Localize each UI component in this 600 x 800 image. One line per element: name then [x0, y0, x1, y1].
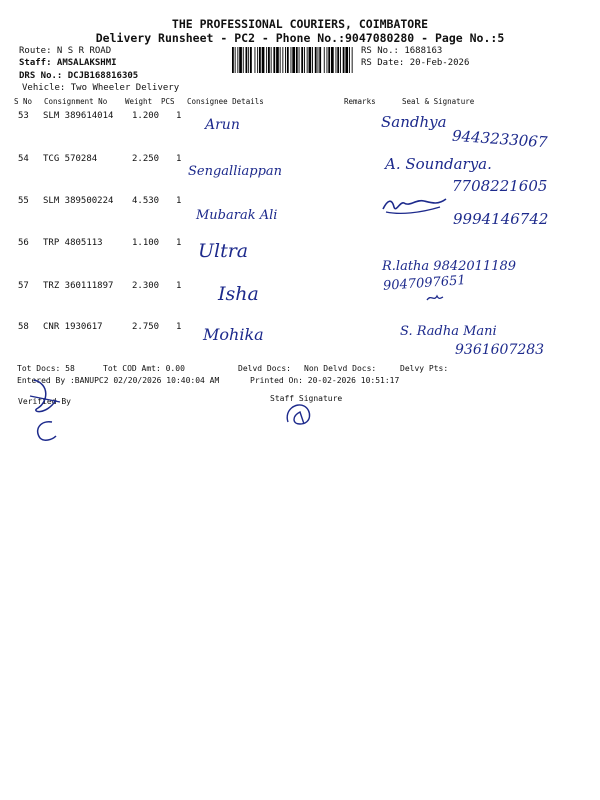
tot-docs: Tot Docs: 58	[17, 364, 75, 373]
consignee-name: Mubarak Ali	[196, 208, 278, 223]
recipient-signature: Sandhya	[381, 113, 447, 131]
route-label: Route: N S R ROAD	[19, 46, 112, 56]
recipient-phone: 7708221605	[452, 177, 548, 195]
row-weight: 4.530	[132, 196, 160, 206]
row-weight: 2.750	[132, 322, 160, 332]
row-sno: 57	[18, 281, 29, 291]
consignee-name: Isha	[218, 283, 259, 305]
consignee-name: Sengalliappan	[188, 164, 283, 179]
recipient-phone: 9361607283	[455, 342, 545, 358]
delvd-docs: Delvd Docs:	[238, 364, 291, 373]
row-consignment: SLM 389500224	[43, 196, 114, 206]
recipient-signature: A. Soundarya.	[385, 155, 492, 173]
col-weight: Weight	[125, 97, 153, 106]
initials-mark	[425, 292, 445, 304]
non-delvd-docs: Non Delvd Docs:	[304, 364, 377, 373]
col-seal: Seal & Signature	[402, 97, 475, 106]
rs-number: RS No.: 1688163	[361, 46, 443, 56]
vehicle-label: Vehicle: Two Wheeler Delivery	[22, 83, 180, 93]
consignee-name: Mohika	[203, 325, 264, 344]
row-weight: 1.100	[132, 238, 160, 248]
row-consignment: TRP 4805113	[43, 238, 103, 248]
row-consignment: CNR 1930617	[43, 322, 103, 332]
row-pcs: 1	[176, 281, 182, 291]
barcode-image	[232, 47, 354, 73]
row-pcs: 1	[176, 154, 182, 164]
col-consignee: Consignee Details	[187, 97, 264, 106]
row-sno: 54	[18, 154, 29, 164]
runsheet-title: Delivery Runsheet - PC2 - Phone No.:9047080280 - Page No.:5	[95, 31, 505, 45]
verified-by: Verified By	[18, 397, 71, 406]
recipient-signature: R.latha 9842011189	[382, 259, 517, 274]
row-pcs: 1	[176, 196, 182, 206]
row-pcs: 1	[176, 238, 182, 248]
signature-scribble	[380, 193, 450, 217]
recipient-phone: 9443233067	[451, 126, 548, 152]
row-weight: 1.200	[132, 111, 160, 121]
row-weight: 2.300	[132, 281, 160, 291]
row-sno: 58	[18, 322, 29, 332]
col-sno: S No	[14, 97, 33, 106]
staff-signature-label: Staff Signature	[270, 394, 343, 403]
row-sno: 53	[18, 111, 29, 121]
recipient-signature: 9047097651	[382, 273, 467, 294]
rs-date: RS Date: 20-Feb-2026	[361, 58, 470, 68]
row-consignment: TRZ 360111897	[43, 281, 114, 291]
col-remarks: Remarks	[344, 97, 376, 106]
printed-on: Printed On: 20-02-2026 10:51:17	[250, 376, 400, 385]
recipient-phone: 9994146742	[453, 210, 549, 228]
row-weight: 2.250	[132, 154, 160, 164]
col-consignment: Consignment No	[44, 97, 108, 106]
row-sno: 56	[18, 238, 29, 248]
drs-label: DRS No.: DCJB168816305	[19, 71, 139, 81]
consignee-name: Ultra	[198, 240, 249, 262]
row-consignment: TCG 570284	[43, 154, 98, 164]
recipient-signature: S. Radha Mani	[400, 324, 497, 339]
row-consignment: SLM 389614014	[43, 111, 114, 121]
entered-by: Entered By :BANUPC2 02/20/2026 10:40:04 AM	[17, 376, 220, 385]
tot-cod-amt: Tot COD Amt: 0.00	[103, 364, 185, 373]
row-pcs: 1	[176, 111, 182, 121]
col-pcs: PCS	[161, 97, 175, 106]
company-title: THE PROFESSIONAL COURIERS, COIMBATORE	[171, 17, 429, 31]
staff-label: Staff: AMSALAKSHMI	[19, 58, 117, 68]
staff-signature	[282, 398, 318, 428]
delvy-pts: Delvy Pts:	[400, 364, 449, 373]
row-sno: 55	[18, 196, 29, 206]
verifier-signature	[20, 372, 80, 447]
consignee-name: Arun	[205, 117, 240, 133]
row-pcs: 1	[176, 322, 182, 332]
